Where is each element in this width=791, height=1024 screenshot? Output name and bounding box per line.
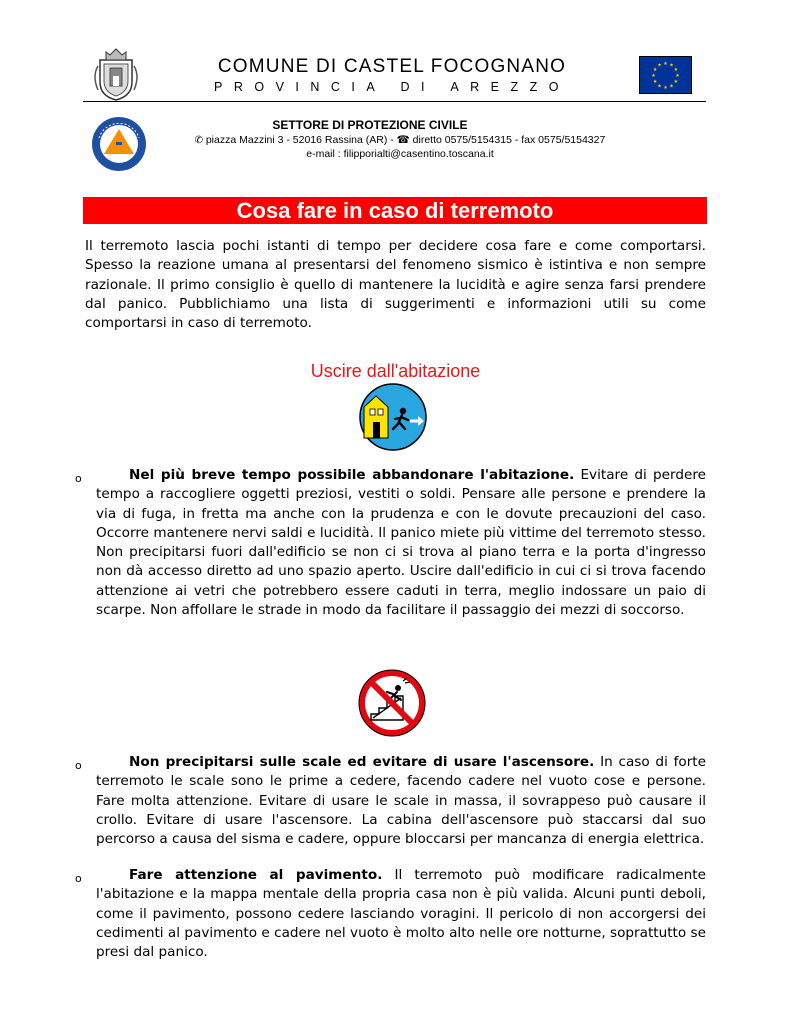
svg-text:★: ★ — [657, 83, 662, 90]
page-title: Cosa fare in caso di terremoto — [83, 197, 707, 224]
bullet-marker: o — [75, 472, 82, 485]
intro-paragraph: Il terremoto lascia pochi istanti di tempo per decidere cosa fare e come comportarsi. Spesso la reazione umana al presentarsi del fenomeno sismico è istintiva e non sempre razionale. Il primo consiglio è quello di mantenere la lucidità e agire senza farsi prendere dal panico. Pubblichiamo una lista di suggerimenti e informazioni utili su come comportarsi in caso di terremoto. — [85, 238, 706, 332]
office-email: e-mail : filipporialti@casentino.toscana.it — [306, 148, 494, 160]
section-title: Uscire dall'abitazione — [310, 361, 481, 381]
item-heading: Non precipitarsi sulle scale ed evitare di usare l'ascensore. — [129, 754, 595, 770]
svg-text:★: ★ — [651, 73, 656, 79]
office-address: ✆ piazza Mazzini 3 - 52016 Rassina (AR) - ☎ diretto 0575/5154315 - fax 0575/5154327 — [194, 134, 606, 146]
municipal-crest-icon — [92, 46, 140, 102]
svg-text:★: ★ — [673, 79, 679, 85]
exit-house-icon — [358, 382, 428, 452]
svg-text:★: ★ — [663, 85, 668, 91]
svg-text:★: ★ — [675, 73, 680, 79]
item-text: Evitare di perdere tempo a raccogliere oggetti preziosi, vestiti o soldi. Pensare alle persone e prendere la via di fuga, in fretta ma anche con la prudenza e con le dovute precauzioni del caso. Occorre mantenere nervi saldi e lucidità. Il panico miete più vittime del terremoto stesso. Non precipitarsi fuori dall'edificio se non ci si trova al piano terra e la porta d'ingresso non dà accesso diretto ad uno spazio aperto. Uscire dall'edificio in cui ci si trova facendo attenzione ai vetri che potrebbero essere caduti in terra, meglio indossare un paio di scarpe. Non affollare le strade in modo da facilitare il passaggio dei mezzi di soccorso. — [96, 467, 706, 619]
svg-text:★: ★ — [652, 79, 658, 85]
svg-text:★: ★ — [669, 83, 674, 90]
list-item — [96, 753, 706, 849]
item-heading: Fare attenzione al pavimento. — [129, 867, 383, 883]
header-divider — [83, 101, 706, 102]
no-stairs-icon — [357, 668, 427, 738]
svg-text:★: ★ — [652, 67, 658, 73]
svg-text:★: ★ — [669, 62, 674, 69]
bullet-marker: o — [75, 759, 82, 772]
svg-text:★: ★ — [657, 62, 662, 69]
svg-text:★: ★ — [663, 61, 668, 67]
civil-protection-logo-icon — [91, 116, 147, 172]
municipality-name: COMUNE DI CASTEL FOCOGNANO — [217, 56, 567, 77]
office-title: SETTORE DI PROTEZIONE CIVILE — [272, 118, 468, 132]
item-text: Il terremoto può modificare radicalmente l'abitazione e la mappa mentale della propria casa non è più valida. Alcuni punti deboli, come il pavimento, possono cedere lasciando voragini. Il pericolo di non accorgersi dei cedimenti al pavimento e cadere nel vuoto è molto alto nelle ore notturne, soprattutto se presi dal panico. — [96, 867, 706, 961]
svg-text:★: ★ — [673, 67, 679, 73]
bullet-marker: o — [75, 872, 82, 885]
item-heading: Nel più breve tempo possibile abbandonare l'abitazione. — [129, 467, 575, 483]
eu-flag-icon — [639, 56, 692, 94]
item-text: In caso di forte terremoto le scale sono le prime a cedere, facendo cadere nel vuoto cose e persone. Fare molta attenzione. Evitare di usare le scale in massa, il sovrappeso può causare il crollo. Evitare di usare l'ascensore. La cabina dell'ascensore può staccarsi dal suo percorso a causa del sisma e cadere, oppure bloccarsi per mancanza di energia elettrica. — [96, 754, 706, 848]
list-item — [96, 866, 706, 962]
list-item — [96, 466, 706, 620]
phone-icon: ✆ — [194, 135, 206, 146]
province-name: PROVINCIA DI AREZZO — [213, 80, 571, 94]
